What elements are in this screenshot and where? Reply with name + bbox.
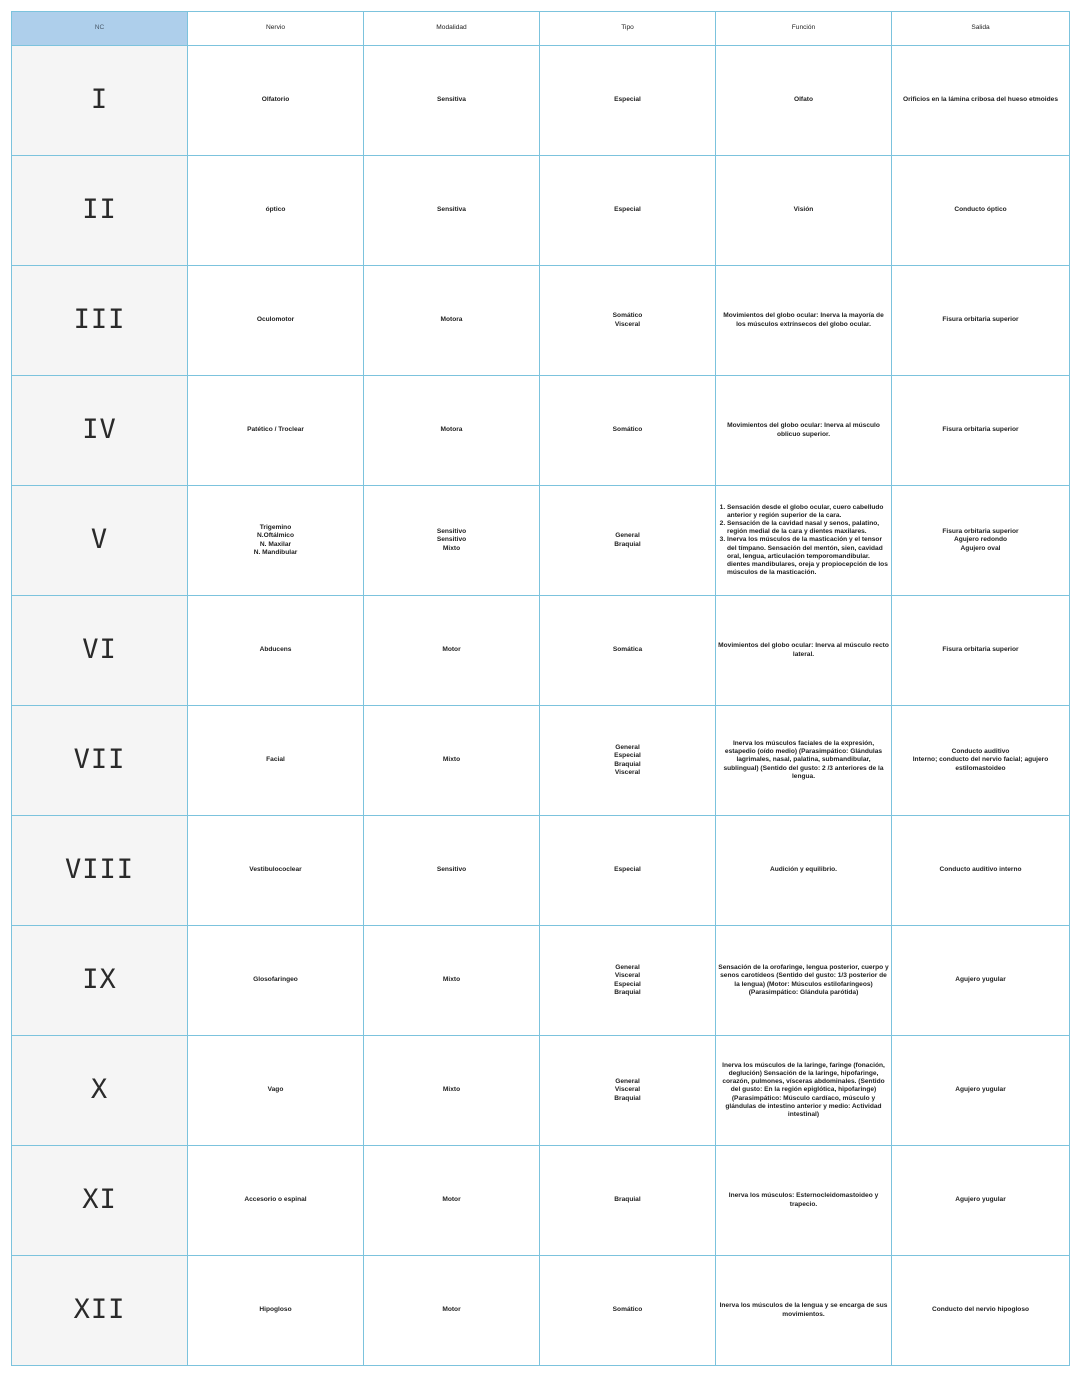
- table-row: [12, 1256, 1070, 1366]
- cell-salida: Conducto óptico: [892, 156, 1070, 266]
- cell-nervio: Glosofaringeo: [188, 926, 364, 1036]
- table-row: [12, 46, 1070, 156]
- table-row: [12, 1146, 1070, 1256]
- cell-nervio: Olfatorio: [188, 46, 364, 156]
- table-row: [12, 596, 1070, 706]
- cell-nc: XI: [12, 1146, 188, 1256]
- cell-funcion: Inerva los músculos faciales de la expresión, estapedio (oído medio) (Parasimpático: Glándulas lagrimales, nasal, palatina, submandibular, sublingual) (Sentido del gusto: 2 /3 anteriores de la lengua.: [716, 706, 892, 816]
- cell-tipo: Especial: [540, 46, 716, 156]
- cell-salida: Fisura orbitaria superior: [892, 266, 1070, 376]
- cell-salida: Conducto del nervio hipogloso: [892, 1256, 1070, 1366]
- table-row: [12, 706, 1070, 816]
- cell-tipo: General Especial Braquial Visceral: [540, 706, 716, 816]
- table-row: [12, 816, 1070, 926]
- cell-nc: V: [12, 486, 188, 596]
- cell-nervio: Trigemino N.Oftálmico N. Maxilar N. Mandibular: [188, 486, 364, 596]
- cell-salida: Fisura orbitaria superior: [892, 596, 1070, 706]
- cell-salida: Agujero yugular: [892, 1146, 1070, 1256]
- funcion-list-item: 3. Inerva los músculos de la masticación y el tensor del tímpano. Sensación del mentón, sien, cavidad oral, lengua, articulación temporomandibular. dientes mandibulares, oreja y propiocepción de los músculos de la masticación.: [727, 536, 889, 576]
- table-row: [12, 926, 1070, 1036]
- cell-nc: II: [12, 156, 188, 266]
- header-salida: Salida: [892, 12, 1070, 46]
- cell-modalidad: Mixto: [364, 926, 540, 1036]
- cell-nc: X: [12, 1036, 188, 1146]
- cell-funcion: Visión: [716, 156, 892, 266]
- cell-tipo: General Visceral Especial Braquial: [540, 926, 716, 1036]
- cell-salida: Agujero yugular: [892, 1036, 1070, 1146]
- cell-modalidad: Motora: [364, 266, 540, 376]
- cell-modalidad: Motor: [364, 596, 540, 706]
- cell-modalidad: Motor: [364, 1256, 540, 1366]
- table-row: [12, 156, 1070, 266]
- cell-nervio: óptico: [188, 156, 364, 266]
- header-nervio: Nervio: [188, 12, 364, 46]
- funcion-list-item: 1. Sensación desde el globo ocular, cuero cabelludo anterior y región superior de la cara.: [727, 504, 889, 520]
- cell-funcion: Movimientos del globo ocular: Inerva al músculo recto lateral.: [716, 596, 892, 706]
- table-row: [12, 266, 1070, 376]
- cell-nervio: Accesorio o espinal: [188, 1146, 364, 1256]
- cell-modalidad: Mixto: [364, 706, 540, 816]
- header-funcion: Función: [716, 12, 892, 46]
- cell-funcion: Movimientos del globo ocular: Inerva la mayoría de los músculos extrínsecos del globo ocular.: [716, 266, 892, 376]
- cell-nc: VII: [12, 706, 188, 816]
- cell-nc: VI: [12, 596, 188, 706]
- cell-funcion: Inerva los músculos: Esternocleidomastoideo y trapecio.: [716, 1146, 892, 1256]
- cell-salida: Agujero yugular: [892, 926, 1070, 1036]
- cell-tipo: Somático: [540, 376, 716, 486]
- cell-modalidad: Sensitivo Sensitivo Mixto: [364, 486, 540, 596]
- cell-salida: Conducto auditivo interno: [892, 816, 1070, 926]
- cell-funcion: Inerva los músculos de la lengua y se encarga de sus movimientos.: [716, 1256, 892, 1366]
- table-row: [12, 376, 1070, 486]
- cell-tipo: Braquial: [540, 1146, 716, 1256]
- header-tipo: Tipo: [540, 12, 716, 46]
- cell-salida: Fisura orbitaria superior: [892, 376, 1070, 486]
- cell-funcion: Sensación de la orofaringe, lengua posterior, cuerpo y senos carotídeos (Sentido del gusto: 1/3 posterior de la lengua) (Motor: Músculos estilofaríngeos) (Parasimpático: Glándula parótida): [716, 926, 892, 1036]
- table-row: [12, 1036, 1070, 1146]
- cell-nc: IV: [12, 376, 188, 486]
- cell-tipo: General Visceral Braquial: [540, 1036, 716, 1146]
- header-nc: NC: [12, 12, 188, 46]
- cell-tipo: Somático Visceral: [540, 266, 716, 376]
- cell-tipo: Especial: [540, 156, 716, 266]
- cell-modalidad: Motor: [364, 1146, 540, 1256]
- funcion-list-item: 2. Sensación de la cavidad nasal y senos, palatino, región medial de la cara y dientes maxilares.: [727, 520, 889, 536]
- cell-nervio: Facial: [188, 706, 364, 816]
- cell-nc: IX: [12, 926, 188, 1036]
- cell-funcion: [716, 486, 892, 596]
- cell-tipo: Somático: [540, 1256, 716, 1366]
- cell-tipo: General Braquial: [540, 486, 716, 596]
- table-row: [12, 486, 1070, 596]
- funcion-list: [718, 504, 889, 576]
- header-modalidad: Modalidad: [364, 12, 540, 46]
- cell-nc: VIII: [12, 816, 188, 926]
- cell-modalidad: Sensitiva: [364, 156, 540, 266]
- cell-salida: Orificios en la lámina cribosa del hueso etmoides: [892, 46, 1070, 156]
- cell-modalidad: Mixto: [364, 1036, 540, 1146]
- cell-nervio: Oculomotor: [188, 266, 364, 376]
- cell-funcion: Audición y equilibrio.: [716, 816, 892, 926]
- cell-nervio: Patético / Troclear: [188, 376, 364, 486]
- cell-nervio: Hipogloso: [188, 1256, 364, 1366]
- cell-salida: Fisura orbitaria superior Agujero redondo Agujero oval: [892, 486, 1070, 596]
- cell-modalidad: Motora: [364, 376, 540, 486]
- table-body: [12, 46, 1070, 1366]
- cell-tipo: Especial: [540, 816, 716, 926]
- cell-modalidad: Sensitiva: [364, 46, 540, 156]
- cell-nc: III: [12, 266, 188, 376]
- cell-tipo: Somática: [540, 596, 716, 706]
- cell-nervio: Vestibulococlear: [188, 816, 364, 926]
- cell-nc: I: [12, 46, 188, 156]
- cell-funcion: Olfato: [716, 46, 892, 156]
- cell-salida: Conducto auditivo Interno; conducto del nervio facial; agujero estilomastoideo: [892, 706, 1070, 816]
- cell-nc: XII: [12, 1256, 188, 1366]
- cranial-nerves-table: [11, 11, 1070, 1366]
- cell-funcion: Inerva los músculos de la laringe, faringe (fonación, deglución) Sensación de la laringe, hipofaringe, corazón, pulmones, vísceras abdominales. (Sentido del gusto: En la región epiglótica, hipofaringe) (Parasimpático: Músculo cardíaco, músculo y glándulas de intestino anterior y medio: Actividad intestinal): [716, 1036, 892, 1146]
- cell-modalidad: Sensitivo: [364, 816, 540, 926]
- table-header-row: [12, 12, 1070, 46]
- cell-nervio: Abducens: [188, 596, 364, 706]
- cell-funcion: Movimientos del globo ocular: Inerva al músculo oblicuo superior.: [716, 376, 892, 486]
- cell-nervio: Vago: [188, 1036, 364, 1146]
